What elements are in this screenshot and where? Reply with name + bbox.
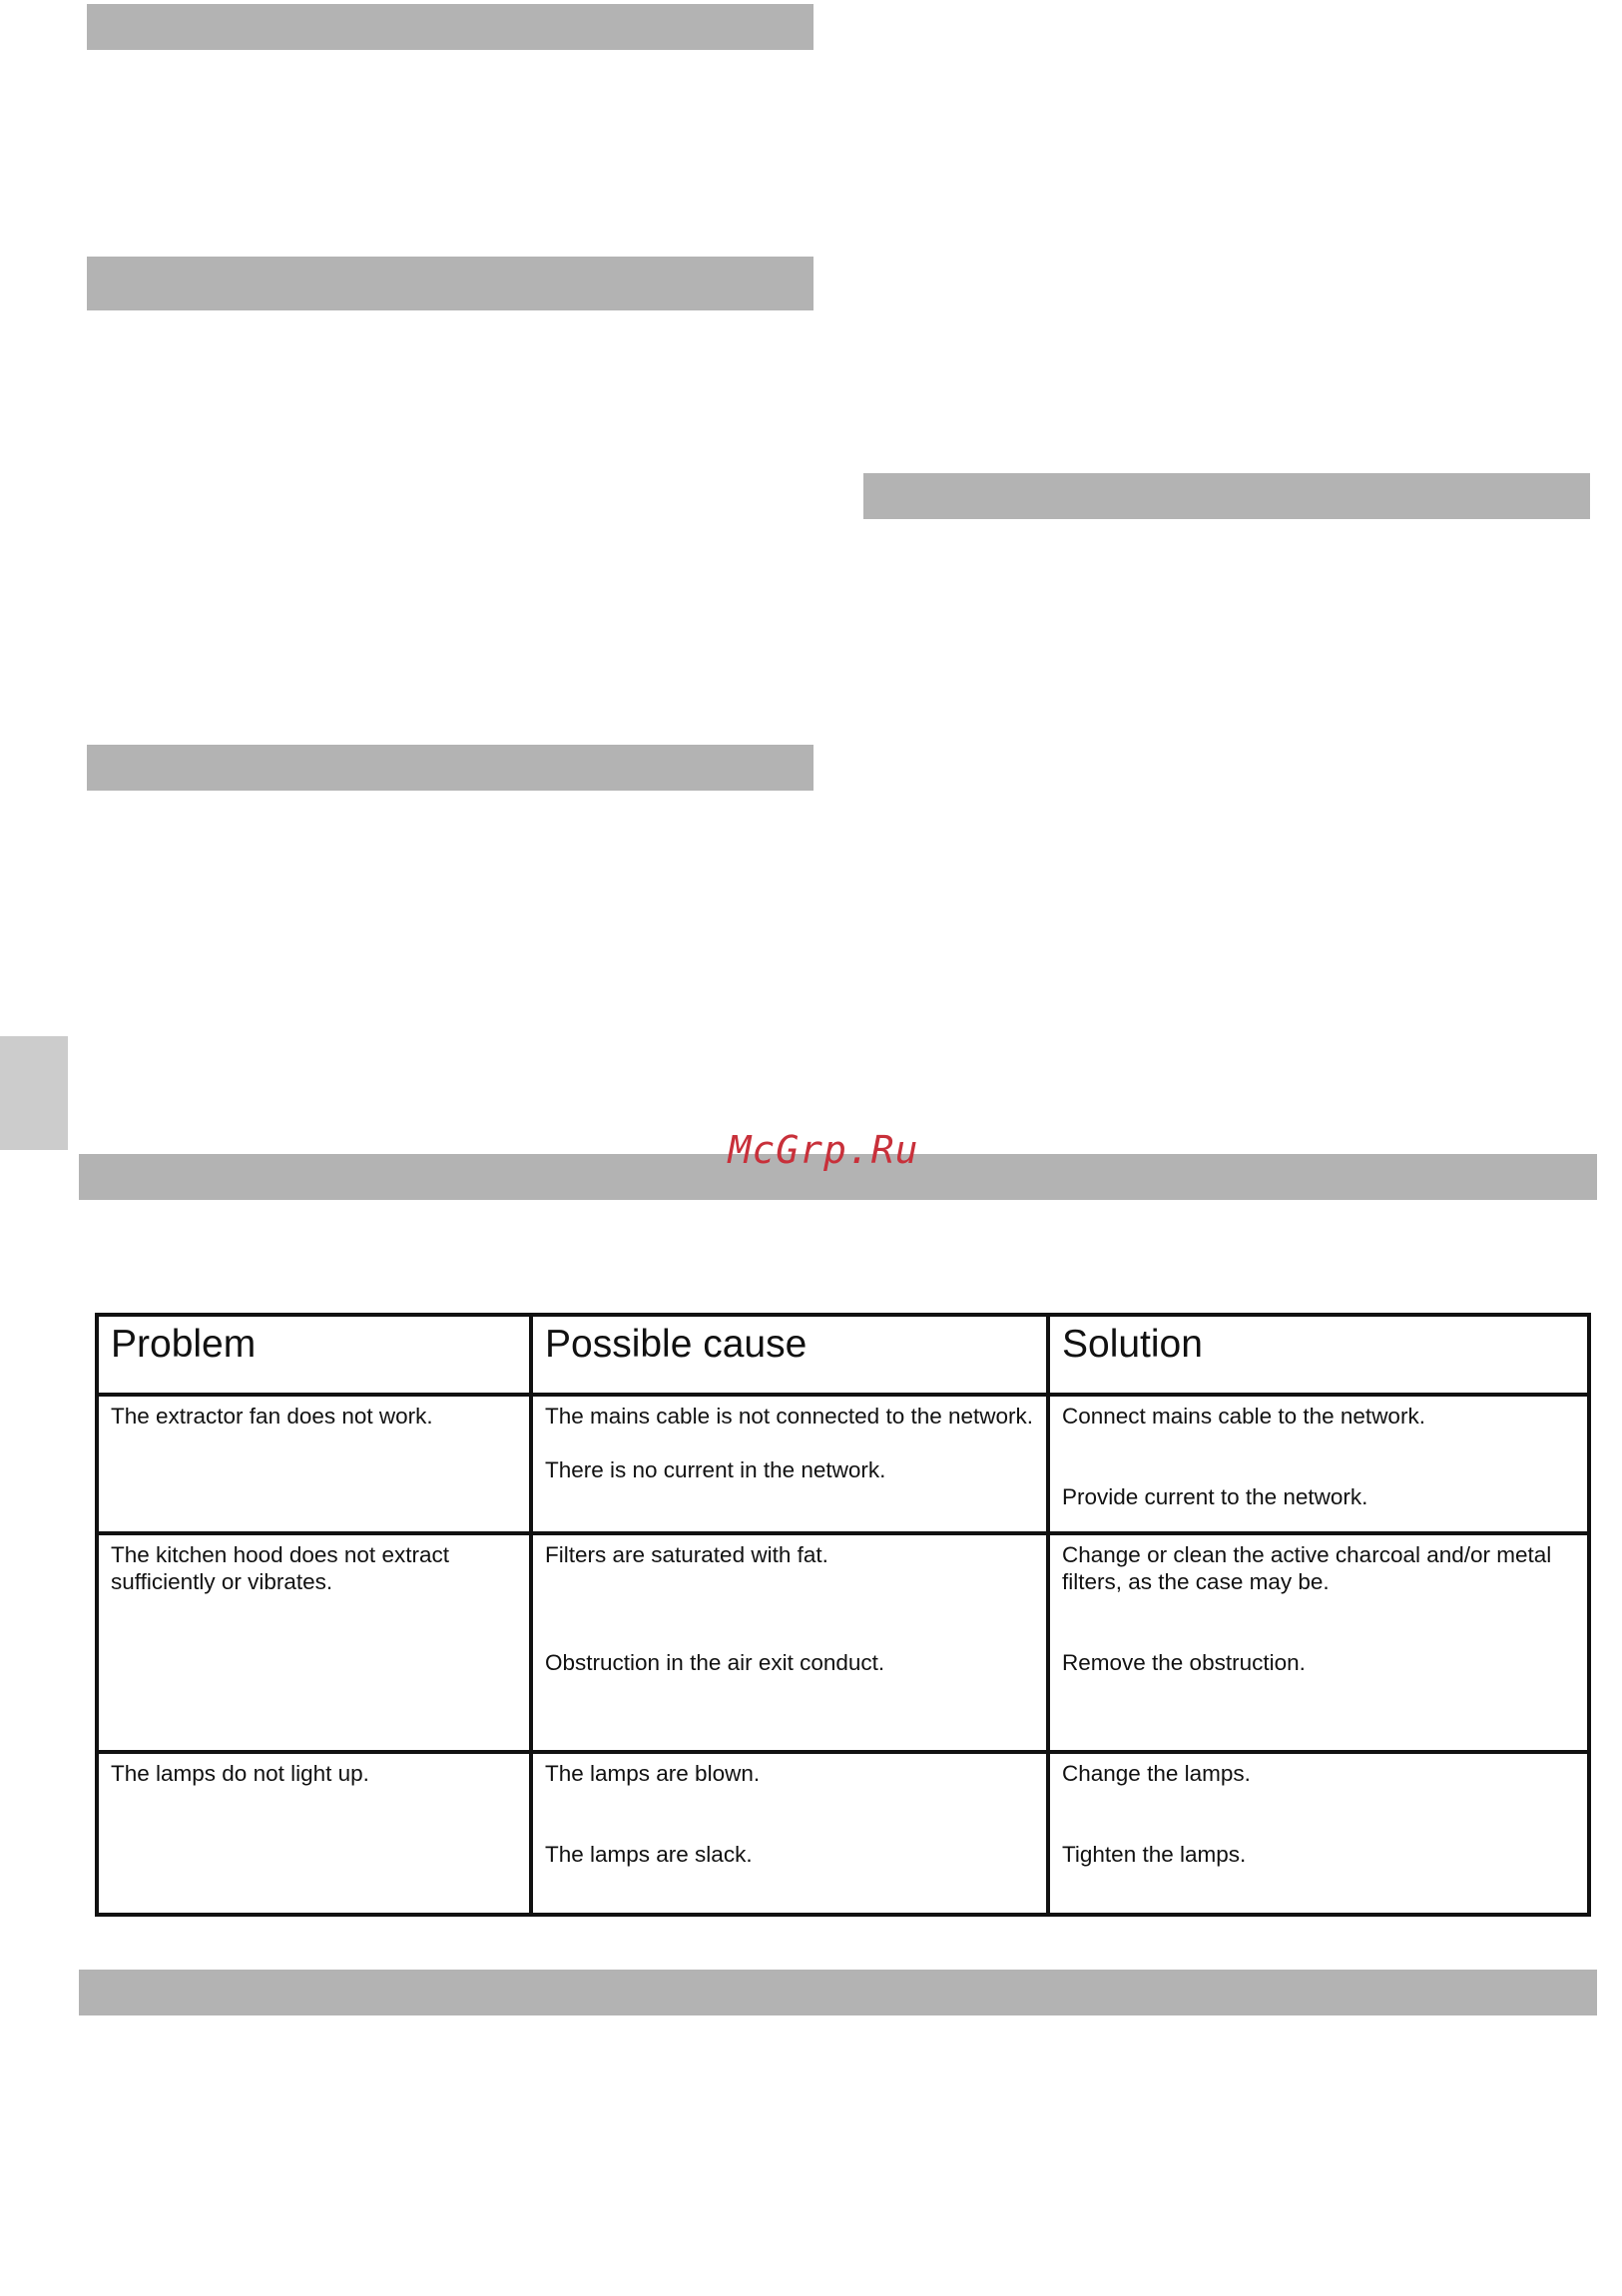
cause-text: The mains cable is not connected to the network. <box>545 1404 1034 1429</box>
problem-text: The lamps do not light up. <box>111 1761 369 1787</box>
cause-text: The lamps are slack. <box>545 1842 753 1868</box>
page-side-tab <box>0 1036 68 1150</box>
problem-cell <box>97 1533 531 1752</box>
section-header-bar-1 <box>87 4 813 50</box>
table-header-row <box>97 1315 1589 1395</box>
solution-cell <box>1048 1533 1589 1752</box>
section-header-bar-2 <box>87 257 813 310</box>
header-possible-cause: Possible cause <box>531 1315 1048 1395</box>
solution-text: Tighten the lamps. <box>1062 1842 1247 1868</box>
section-header-bar-bottom <box>79 1970 1597 2015</box>
table-row <box>97 1533 1589 1752</box>
header-solution: Solution <box>1048 1315 1589 1395</box>
solution-text: Change the lamps. <box>1062 1761 1251 1787</box>
table-row <box>97 1395 1589 1533</box>
solution-cell <box>1048 1752 1589 1915</box>
solution-cell <box>1048 1395 1589 1533</box>
troubleshooting-table <box>95 1313 1591 1917</box>
solution-text: Change or clean the active charcoal and/or metal filters, as the case may be. <box>1062 1541 1552 1594</box>
solution-text: Provide current to the network. <box>1062 1484 1368 1509</box>
problem-cell <box>97 1395 531 1533</box>
section-header-bar-3 <box>863 473 1590 519</box>
solution-text: Connect mains cable to the network. <box>1062 1404 1425 1429</box>
cause-text: Obstruction in the air exit conduct. <box>545 1649 885 1675</box>
cause-text: Filters are saturated with fat. <box>545 1541 828 1567</box>
problem-text: The kitchen hood does not extract sufficiently or vibrates. <box>111 1541 449 1594</box>
table-row <box>97 1752 1589 1915</box>
header-problem: Problem <box>97 1315 531 1395</box>
problem-text: The extractor fan does not work. <box>111 1404 433 1429</box>
watermark: McGrp.Ru <box>728 1128 919 1172</box>
solution-text: Remove the obstruction. <box>1062 1649 1306 1675</box>
cause-cell <box>531 1395 1048 1533</box>
cause-text: There is no current in the network. <box>545 1457 886 1482</box>
problem-cell <box>97 1752 531 1915</box>
cause-cell <box>531 1752 1048 1915</box>
cause-text: The lamps are blown. <box>545 1761 761 1787</box>
cause-cell <box>531 1533 1048 1752</box>
section-header-bar-4 <box>87 745 813 791</box>
